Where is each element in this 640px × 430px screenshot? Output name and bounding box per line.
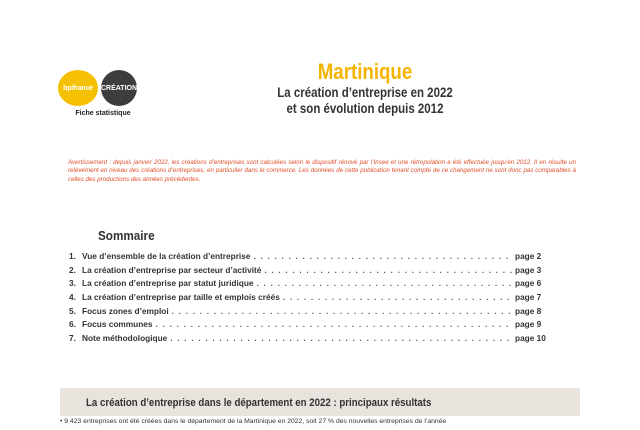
fiche-label: Fiche statistique: [75, 110, 131, 117]
toc-label: Vue d’ensemble de la création d’entreprise: [82, 251, 251, 261]
toc-leader: [257, 278, 512, 288]
toc-page: page 10: [515, 333, 546, 344]
toc-item[interactable]: [69, 251, 549, 265]
page-subtitle-1: La création d’entreprise en 2022: [277, 84, 453, 100]
toc-page: page 3: [515, 264, 542, 275]
bpifrance-logo: bpifrance: [58, 70, 98, 106]
toc-label: Focus communes: [82, 319, 153, 330]
toc-leader: [156, 319, 512, 329]
results-title: La création d’entreprise dans le département en 2022 : principaux résultats: [86, 397, 432, 409]
toc-number: 2.: [69, 264, 76, 275]
toc-leader: [253, 251, 512, 261]
page-subtitle-2: et son évolution depuis 2012: [286, 100, 444, 116]
toc-item[interactable]: [69, 278, 549, 292]
toc-leader: [172, 306, 512, 316]
toc-page: page 2: [515, 251, 542, 261]
toc-number: 6.: [69, 319, 76, 330]
toc-label: Note méthodologique: [82, 333, 168, 344]
toc-leader: [283, 292, 512, 302]
toc-label: Focus zones d’emploi: [82, 305, 169, 316]
table-of-contents: [69, 251, 549, 347]
toc-number: 3.: [69, 278, 76, 289]
toc-number: 7.: [69, 333, 76, 344]
toc-page: page 6: [515, 278, 542, 289]
toc-item[interactable]: [69, 292, 549, 306]
results-first-line: • 9 423 entreprises ont été créées dans le département de la Martinique en 2022, soit 27 % des nouvelles entreprises de l’année: [60, 418, 447, 425]
toc-item[interactable]: [69, 265, 549, 279]
warning-text: Avertissement : depuis janvier 2022, les créations d’entreprises sont calculées selon le dispositif rénové par l’Insee et une rétropolation a été effectuée jusqu’en 2012. Il en résulte un relèvement en niveau des créations d’entreprises, en particulier dans le commerce. Les données de cette publication tenant compte de ce changement ne sont donc pas comparables à celles des productions des années précédentes.: [68, 159, 576, 183]
toc-item[interactable]: [69, 306, 549, 320]
toc-page: page 8: [515, 305, 542, 316]
toc-page: page 9: [515, 319, 542, 330]
toc-number: 5.: [69, 305, 76, 316]
toc-label: La création d’entreprise par statut juridique: [82, 278, 254, 289]
toc-page: page 7: [515, 292, 542, 303]
title-block: [250, 60, 480, 116]
toc-label: La création d’entreprise par secteur d’activité: [82, 264, 262, 275]
toc-item[interactable]: [69, 319, 549, 333]
toc-leader: [170, 333, 512, 343]
page-title: Martinique: [317, 59, 413, 84]
toc-item[interactable]: [69, 333, 549, 347]
toc-leader: [264, 265, 512, 275]
toc-label: La création d’entreprise par taille et emplois créés: [82, 292, 280, 303]
creation-logo: CRÉATION: [101, 70, 137, 106]
toc-number: 1.: [69, 251, 76, 261]
logos: [58, 70, 168, 106]
toc-number: 4.: [69, 292, 76, 303]
sommaire-title: Sommaire: [98, 228, 155, 243]
